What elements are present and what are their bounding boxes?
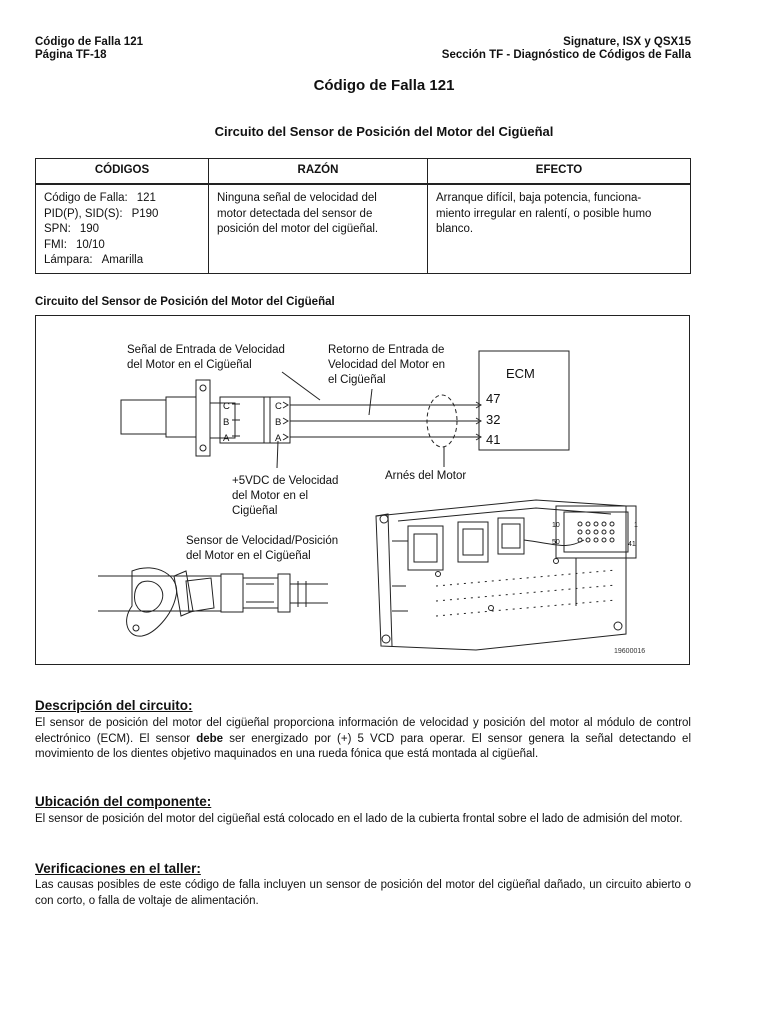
return-label-3: el Cigüeñal <box>328 374 386 386</box>
header-left <box>35 36 143 62</box>
supply-leader-line <box>277 441 278 468</box>
connector-pins <box>232 404 240 436</box>
supply-label-1: +5VDC de Velocidad <box>232 475 339 487</box>
section-heading-location: Ubicación del componente: <box>35 794 212 809</box>
table-row <box>36 184 691 274</box>
header-section: Sección TF - Diagnóstico de Códigos de Falla <box>441 49 691 61</box>
crank-sensor-collar <box>166 397 196 437</box>
signal-label-1: Señal de Entrada de Velocidad <box>127 344 285 356</box>
section-text-checks: Las causas posibles de este código de falla incluyen un sensor de posición del motor del cigüeñal dañado, un circuito abierto o con corto, o falla de voltaje de alimentación. <box>35 879 691 907</box>
flange-bolt-top <box>200 385 206 391</box>
ecm-module-illustration <box>376 500 636 650</box>
page-title: Código de Falla 121 <box>313 77 455 94</box>
section-text-description: El sensor de posición del motor del cigüeñal proporciona información de velocidad y posición del motor al módulo de control electrónico (ECM). El sensor debe ser energizado por (+) 5 VCD para operar. El sensor genera la señal detectando el movimiento de los dientes objetivo maquinados en una rueda fónica que está montada al cigüeñal. <box>35 717 692 760</box>
flange-bolt-bottom <box>200 445 206 451</box>
section-heading-checks: Verificaciones en el taller: <box>35 861 201 876</box>
code-line: FMI: 10/10 <box>44 238 105 251</box>
connector-letter-b2: B <box>275 417 282 428</box>
code-line: PID(P), SID(S): P190 <box>44 207 159 220</box>
supply-label-3: Cigüeñal <box>232 505 278 517</box>
ecm-pin-47: 47 <box>486 391 501 406</box>
col-header-effect: EFECTO <box>428 159 691 185</box>
pin-number-1: 1 <box>634 522 638 529</box>
sensor-illustration <box>98 568 328 636</box>
pin-number-10: 10 <box>552 522 560 529</box>
code-line: Lámpara: Amarilla <box>44 254 144 266</box>
ecm-pin-32: 32 <box>486 412 501 427</box>
crank-sensor-body <box>121 400 166 434</box>
header-page: Página TF-18 <box>35 49 107 61</box>
ecm-label: ECM <box>506 366 535 381</box>
reason-cell: Ninguna señal de velocidad del motor detectada del sensor de posición del motor del cigüeñal. <box>209 184 428 274</box>
section-text-location: El sensor de posición del motor del cigüeñal está colocado en el lado de la cubierta frontal sobre el lado de admisión del motor. <box>35 813 683 825</box>
sensor-label-2: del Motor en el Cigüeñal <box>186 550 311 562</box>
wiring-diagram <box>35 315 690 665</box>
fault-code-table <box>35 158 691 274</box>
header-code: Código de Falla 121 <box>35 36 143 48</box>
code-line: SPN: 190 <box>44 223 100 235</box>
code-line: Código de Falla: 121 <box>44 192 156 204</box>
return-leader-line <box>369 389 372 415</box>
supply-label-2: del Motor en el <box>232 490 309 502</box>
header-engine: Signature, ISX y QSX15 <box>563 36 691 48</box>
wiring-diagram-svg <box>36 316 689 664</box>
ecm-pin-41: 41 <box>486 432 501 447</box>
connector-letter-a2: A <box>275 433 282 444</box>
connector-letter-b: B <box>223 417 230 428</box>
diagram-caption: Circuito del Sensor de Posición del Motor del Cigüeñal <box>35 296 335 308</box>
connector-letter-c2: C <box>275 401 282 412</box>
signal-leader-line <box>282 372 320 400</box>
return-label-2: Velocidad del Motor en <box>328 359 445 371</box>
page-subtitle: Circuito del Sensor de Posición del Motor del Cigüeñal <box>214 124 554 139</box>
pin-number-41: 41 <box>628 541 636 548</box>
col-header-codes: CÓDIGOS <box>36 159 209 185</box>
sensor-label-1: Sensor de Velocidad/Posición <box>186 535 339 547</box>
figure-id: 19600016 <box>614 648 646 655</box>
harness-label: Arnés del Motor <box>385 470 467 482</box>
section-heading-description: Descripción del circuito: <box>35 698 193 713</box>
connector-arrows <box>283 402 288 440</box>
pin-number-50: 50 <box>552 539 560 546</box>
codes-cell <box>36 184 209 274</box>
connector-letter-c: C <box>223 401 230 412</box>
connector-letter-a: A <box>223 433 230 444</box>
signal-label-2: del Motor en el Cigüeñal <box>127 359 252 371</box>
return-label-1: Retorno de Entrada de <box>328 344 445 356</box>
effect-cell: Arranque difícil, baja potencia, funciona- miento irregular en ralentí, o posible humo blanco. <box>428 184 691 274</box>
col-header-reason: RAZÓN <box>209 159 428 185</box>
header-right <box>442 36 691 62</box>
